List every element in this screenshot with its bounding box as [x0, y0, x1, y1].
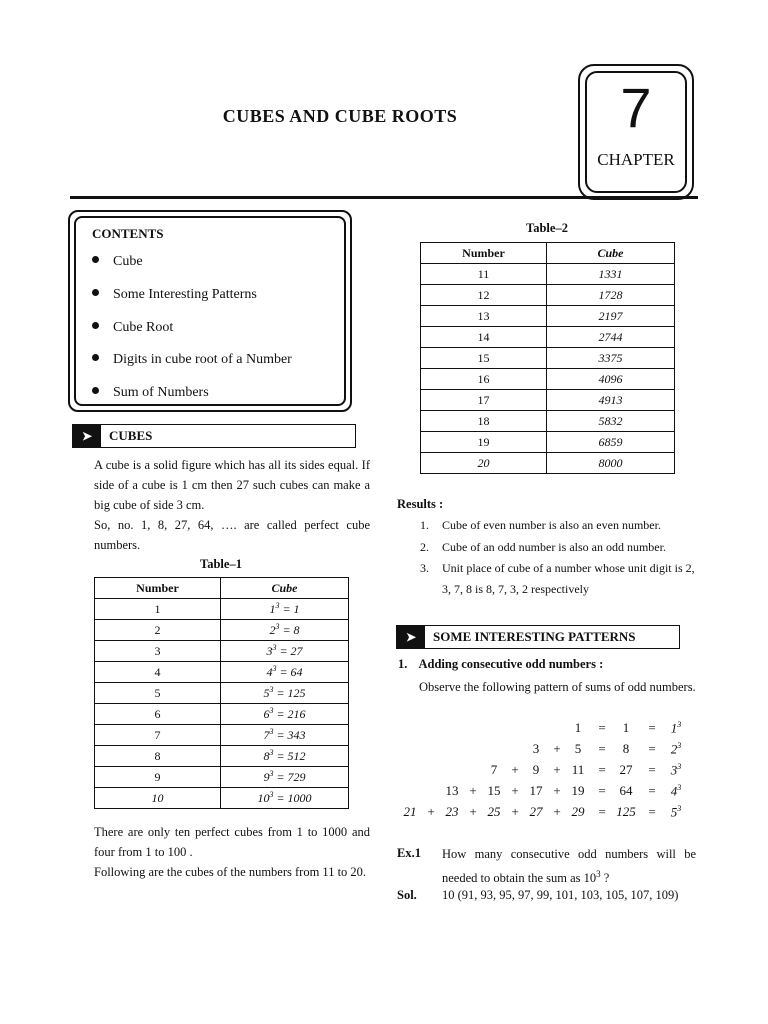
- exponent: 3: [269, 706, 274, 715]
- bullet-icon: [92, 289, 99, 296]
- table-row: [95, 683, 349, 704]
- list-number: 3.: [420, 561, 429, 575]
- number-cell: 18: [421, 411, 547, 432]
- perfect-cube-count-text: There are only ten perfect cubes from 1 to 1000 and four from 1 to 100 .: [94, 825, 370, 859]
- contents-item: [92, 320, 173, 336]
- pattern-description: Observe the following pattern of sums of odd numbers.: [419, 680, 696, 694]
- odd-term: 5: [574, 741, 582, 756]
- cube-cell: [221, 767, 349, 788]
- exponent: 3: [269, 790, 274, 799]
- odd-term: 23: [445, 804, 459, 819]
- odd-term: 13: [445, 783, 459, 798]
- table-caption: Table–1: [200, 557, 242, 571]
- list-number: 1.: [398, 657, 408, 671]
- cube-cell: 5832: [547, 411, 675, 432]
- bullet-icon: [92, 256, 99, 263]
- number-cell: 12: [421, 285, 547, 306]
- number-cell: 11: [421, 264, 547, 285]
- column-header: Number: [95, 578, 221, 599]
- column-header: Number: [421, 243, 547, 264]
- result: = 27: [276, 644, 303, 658]
- chapter-number: 7: [620, 76, 652, 139]
- base: 5: [670, 804, 678, 820]
- column-header: Cube: [547, 243, 675, 264]
- cubes-definition: A cube is a solid figure which has all its sides equal. If side of a cube is 1 cm then 27 such cubes can make a big cube of side 3 cm.: [94, 458, 370, 512]
- contents-box: [68, 210, 352, 412]
- cube-cell: [221, 788, 349, 809]
- number-cell: 9: [95, 767, 221, 788]
- result: = 216: [273, 707, 306, 721]
- bullet-icon: [92, 322, 99, 329]
- result: = 125: [273, 686, 306, 700]
- odd-term: 15: [487, 783, 501, 798]
- equals-sign: =: [598, 741, 606, 756]
- plus-sign: +: [468, 804, 478, 819]
- cube-power: [664, 804, 688, 820]
- result-text: Unit place of cube of a number whose unit digit is 2, 3, 7, 8 is 8, 7, 3, 2 respectively: [442, 561, 695, 596]
- plus-sign: +: [426, 804, 436, 819]
- base: 7: [263, 728, 270, 742]
- sum-value: 8: [622, 741, 630, 756]
- number-cell: 10: [95, 788, 221, 809]
- perfect-cubes-text: So, no. 1, 8, 27, 64, …. are called perfect cube numbers.: [94, 518, 370, 552]
- cubes-intro-text: Following are the cubes of the numbers from 11 to 20.: [94, 865, 367, 879]
- odd-term: 7: [490, 762, 498, 777]
- base: 1: [269, 602, 276, 616]
- cube-cell: 1728: [547, 285, 675, 306]
- table-row: [421, 390, 675, 411]
- equals-sign: =: [648, 762, 656, 777]
- plus-sign: +: [511, 762, 519, 777]
- base: 5: [263, 686, 270, 700]
- pattern-row: [396, 762, 696, 782]
- number-cell: 6: [95, 704, 221, 725]
- list-number: 2.: [420, 540, 429, 554]
- cube-power: [664, 720, 688, 736]
- table-row: [421, 369, 675, 390]
- table-row: [95, 788, 349, 809]
- sum-value: 27: [619, 762, 633, 777]
- contents-item: [92, 254, 143, 270]
- arrow-icon: ➤: [397, 626, 425, 648]
- table-row: [95, 704, 349, 725]
- contents-item-label: Some Interesting Patterns: [113, 287, 257, 302]
- number-cell: 16: [421, 369, 547, 390]
- table-row: [95, 641, 349, 662]
- question-end: ?: [600, 871, 610, 886]
- equals-sign: =: [648, 741, 656, 756]
- number-cell: 14: [421, 327, 547, 348]
- exponent: 3: [269, 727, 274, 736]
- table-row: [421, 411, 675, 432]
- contents-item-label: Cube: [113, 254, 143, 269]
- equals-sign: =: [598, 783, 606, 798]
- contents-item-label: Cube Root: [113, 320, 174, 335]
- exponent: 3: [677, 783, 682, 792]
- contents-box-inner-border: [74, 216, 346, 406]
- table-row: [95, 767, 349, 788]
- table-row: [421, 348, 675, 369]
- chapter-label: CHAPTER: [597, 150, 675, 169]
- plus-sign: +: [511, 783, 519, 798]
- contents-item-label: Digits in cube root of a Number: [113, 352, 292, 367]
- equals-sign: =: [598, 762, 606, 777]
- contents-item: [92, 287, 257, 303]
- equals-sign: =: [598, 720, 606, 735]
- cube-cell: 3375: [547, 348, 675, 369]
- odd-term: 29: [571, 804, 585, 819]
- cube-power: [664, 762, 688, 778]
- number-cell: 5: [95, 683, 221, 704]
- odd-term: 17: [529, 783, 543, 798]
- number-cell: 1: [95, 599, 221, 620]
- odd-term: 3: [532, 741, 540, 756]
- sum-value: 125: [616, 804, 636, 819]
- cube-cell: [221, 704, 349, 725]
- number-cell: 20: [421, 453, 547, 474]
- base: 3: [670, 762, 678, 778]
- results-heading: Results :: [397, 497, 444, 511]
- section-heading: CUBES: [109, 428, 153, 443]
- arrow-icon: ➤: [73, 425, 101, 447]
- number-cell: 13: [421, 306, 547, 327]
- odd-term: 11: [571, 762, 585, 777]
- header-divider: [70, 196, 698, 199]
- column-header: Cube: [221, 578, 349, 599]
- number-cell: 2: [95, 620, 221, 641]
- pattern-row: [396, 783, 696, 803]
- exponent: 3: [275, 601, 280, 610]
- base: 1: [670, 720, 678, 736]
- question-text: How many consecutive odd numbers will be needed to obtain the sum as 10: [442, 847, 696, 886]
- cube-cell: [221, 746, 349, 767]
- exponent: 3: [677, 741, 682, 750]
- cube-cell: 4913: [547, 390, 675, 411]
- pattern-row: [396, 720, 696, 740]
- number-cell: 15: [421, 348, 547, 369]
- odd-term: 25: [487, 804, 501, 819]
- cube-power: [664, 783, 688, 799]
- cube-cell: 1331: [547, 264, 675, 285]
- table-row: [421, 327, 675, 348]
- list-number: 1.: [420, 518, 429, 532]
- odd-term: 27: [529, 804, 543, 819]
- exponent: 3: [275, 622, 280, 631]
- cube-cell: 2744: [547, 327, 675, 348]
- table-row: [95, 725, 349, 746]
- bullet-icon: [92, 387, 99, 394]
- result: = 729: [273, 770, 306, 784]
- example-question: [442, 844, 696, 888]
- solution-label: Sol.: [397, 888, 417, 902]
- cube-cell: [221, 641, 349, 662]
- number-cell: 4: [95, 662, 221, 683]
- result: = 512: [273, 749, 306, 763]
- cube-power: [664, 741, 688, 757]
- contents-heading: CONTENTS: [92, 226, 164, 241]
- chapter-badge: [578, 64, 694, 200]
- exponent: 3: [677, 762, 682, 771]
- cube-cell: [221, 662, 349, 683]
- exponent: 3: [272, 664, 277, 673]
- equals-sign: =: [648, 720, 656, 735]
- result: = 1: [279, 602, 300, 616]
- sum-value: 1: [622, 720, 630, 735]
- base: 6: [263, 707, 270, 721]
- subheading-text: Adding consecutive odd numbers :: [418, 657, 604, 671]
- table-row: [95, 662, 349, 683]
- exponent: 3: [269, 685, 274, 694]
- table-2: [420, 242, 675, 474]
- exponent: 3: [272, 643, 277, 652]
- cubes-section-header: [72, 424, 356, 448]
- pattern-row: [396, 741, 696, 761]
- result: = 1000: [273, 791, 312, 805]
- table-row: [421, 264, 675, 285]
- cube-cell: [221, 620, 349, 641]
- cube-cell: [221, 683, 349, 704]
- base: 2: [269, 623, 276, 637]
- odd-term: 19: [571, 783, 585, 798]
- table-row: [95, 620, 349, 641]
- cube-cell: [221, 725, 349, 746]
- plus-sign: +: [469, 783, 477, 798]
- sum-value: 64: [619, 783, 633, 798]
- contents-item-label: Sum of Numbers: [113, 385, 209, 400]
- result-text: Cube of an odd number is also an odd number.: [442, 540, 666, 554]
- cube-cell: 2197: [547, 306, 675, 327]
- table-row: [421, 285, 675, 306]
- cube-cell: 6859: [547, 432, 675, 453]
- number-cell: 19: [421, 432, 547, 453]
- table-caption: Table–2: [526, 221, 568, 235]
- number-cell: 3: [95, 641, 221, 662]
- cube-cell: 8000: [547, 453, 675, 474]
- base: 3: [266, 644, 273, 658]
- solution-text: 10 (91, 93, 95, 97, 99, 101, 103, 105, 107, 109): [442, 888, 679, 902]
- cube-cell: 4096: [547, 369, 675, 390]
- number-cell: 17: [421, 390, 547, 411]
- plus-sign: +: [552, 804, 562, 819]
- exponent: 3: [677, 804, 682, 813]
- exponent: 3: [269, 769, 274, 778]
- odd-term: 21: [403, 804, 417, 819]
- base: 8: [263, 749, 270, 763]
- contents-item: [92, 385, 209, 401]
- equals-sign: =: [648, 783, 656, 798]
- plus-sign: +: [553, 762, 561, 777]
- page-title: CUBES AND CUBE ROOTS: [222, 106, 458, 126]
- base: 4: [266, 665, 273, 679]
- example-label: Ex.1: [397, 846, 421, 860]
- bullet-icon: [92, 354, 99, 361]
- odd-term: 9: [532, 762, 540, 777]
- plus-sign: +: [510, 804, 520, 819]
- base: 9: [263, 770, 270, 784]
- contents-item: [92, 352, 292, 368]
- patterns-section-header: [396, 625, 680, 649]
- equals-sign: =: [647, 804, 657, 819]
- result-text: Cube of even number is also an even number.: [442, 518, 661, 532]
- result: = 343: [273, 728, 306, 742]
- table-row: [95, 599, 349, 620]
- number-cell: 7: [95, 725, 221, 746]
- result: = 64: [276, 665, 303, 679]
- plus-sign: +: [553, 783, 561, 798]
- pattern-subheading: [398, 657, 603, 672]
- result: = 8: [279, 623, 300, 637]
- exponent: 3: [269, 748, 274, 757]
- table-row: [421, 453, 675, 474]
- table-row: [421, 432, 675, 453]
- pattern-row: [396, 804, 696, 824]
- plus-sign: +: [553, 741, 561, 756]
- table-row: [95, 746, 349, 767]
- base: 10: [257, 791, 270, 805]
- exponent: 3: [596, 869, 601, 879]
- base: 4: [670, 783, 678, 799]
- odd-term: 1: [574, 720, 582, 735]
- cube-cell: [221, 599, 349, 620]
- base: 2: [670, 741, 678, 757]
- equals-sign: =: [597, 804, 607, 819]
- section-heading: SOME INTERESTING PATTERNS: [433, 629, 636, 644]
- table-row: [421, 306, 675, 327]
- table-1: [94, 577, 349, 809]
- exponent: 3: [677, 720, 682, 729]
- number-cell: 8: [95, 746, 221, 767]
